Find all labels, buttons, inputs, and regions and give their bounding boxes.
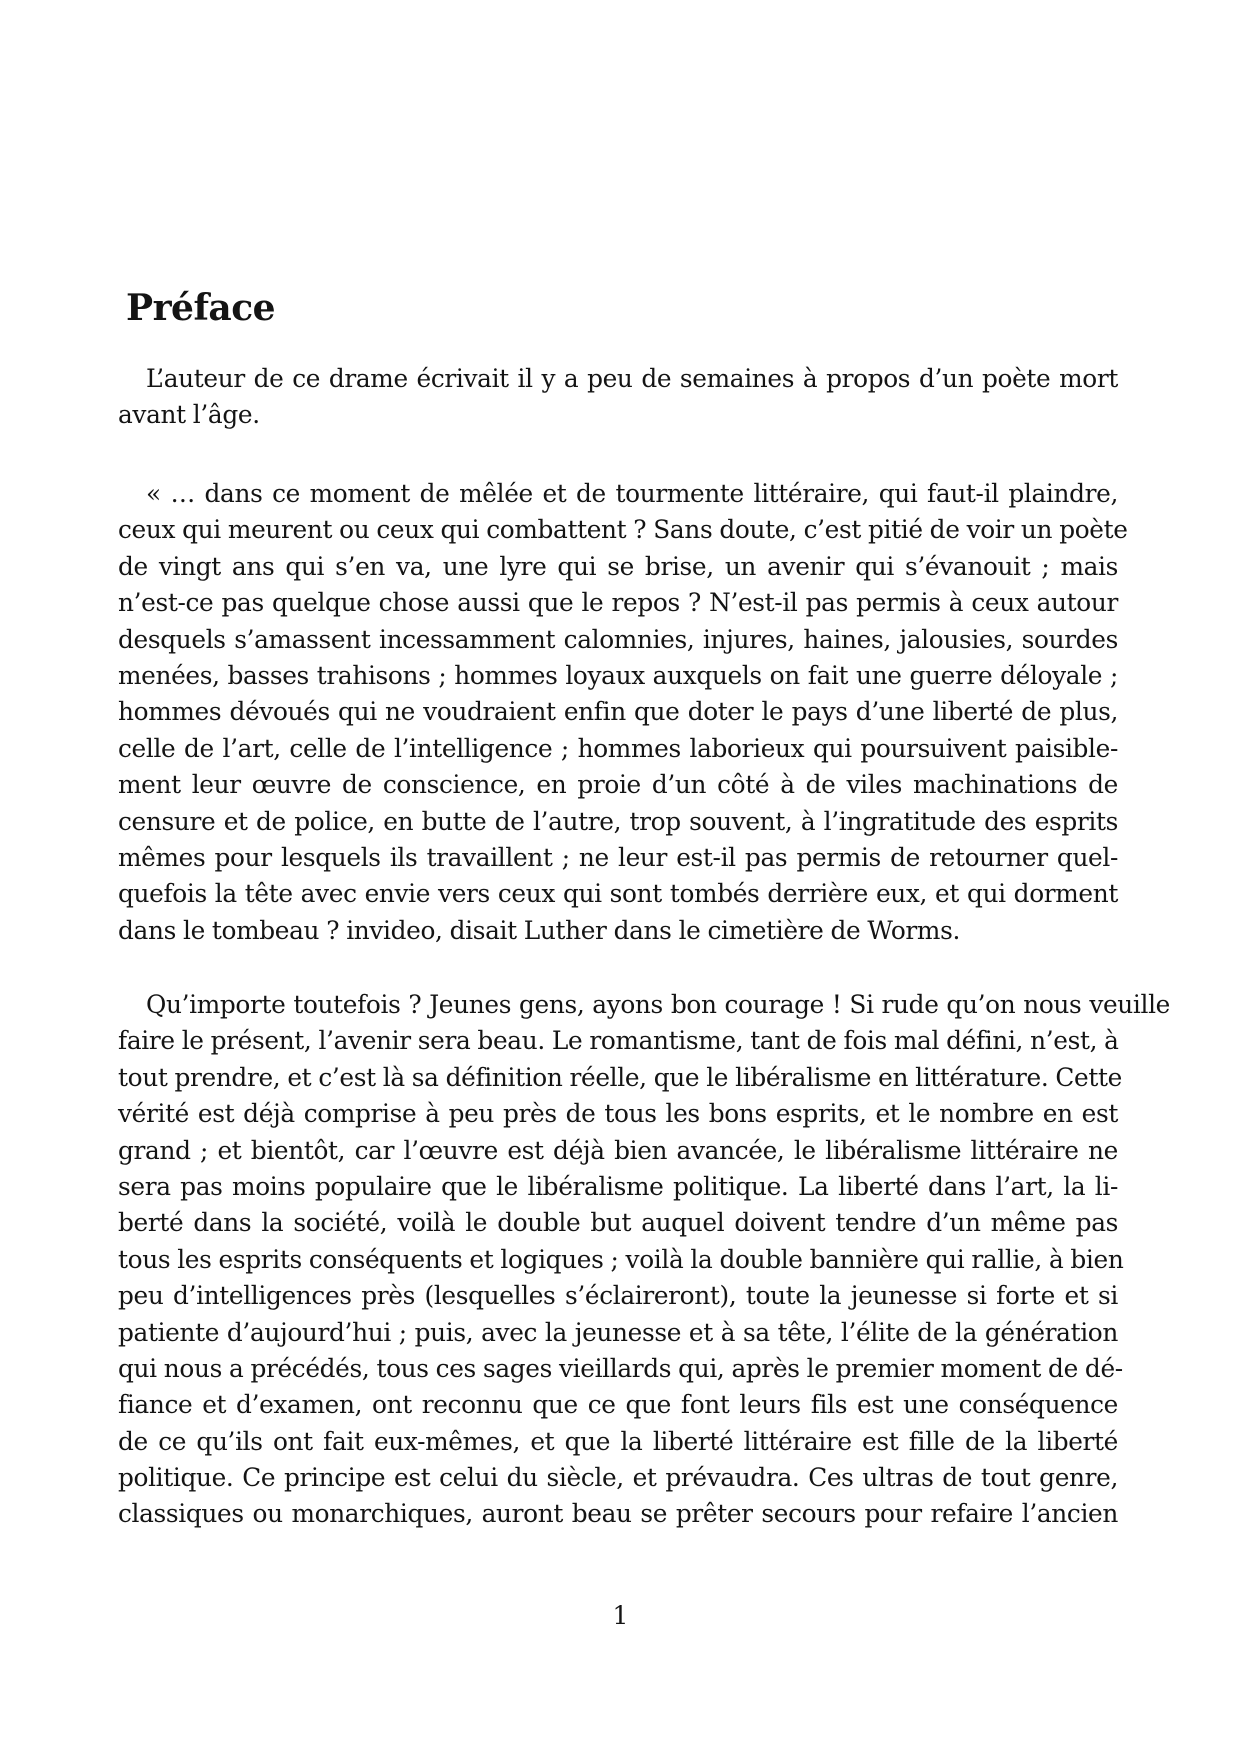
paragraph-body — [118, 987, 1170, 1533]
text-line: fiance et d’examen, ont reconnu que ce que font leurs fils est une conséquence — [118, 1390, 1118, 1420]
text-line: de vingt ans qui s’en va, une lyre qui se brise, un avenir qui s’évanouit ; mais — [118, 551, 1118, 581]
text-line: hommes dévoués qui ne voudraient enfin que doter le pays d’une liberté de plus, — [118, 697, 1118, 727]
text-line: qui nous a précédés, tous ces sages vieillards qui, après le premier moment de dé- — [118, 1353, 1123, 1383]
text-line: vérité est déjà comprise à peu près de tous les bons esprits, et le nombre en est — [118, 1099, 1118, 1129]
text-line: tout prendre, et c’est là sa définition réelle, que le libéralisme en littérature. Cette — [118, 1062, 1122, 1092]
text-line: « … dans ce moment de mêlée et de tourmente littéraire, qui faut-il plaindre, — [146, 479, 1118, 508]
text-line: avant l’âge. — [118, 400, 260, 430]
text-line: politique. Ce principe est celui du siècle, et prévaudra. Ces ultras de tout genre, — [118, 1463, 1118, 1493]
paragraph-quotation — [118, 476, 1128, 949]
text-line: L’auteur de ce drame écrivait il y a peu de semaines à propos d’un poète mort — [146, 364, 1118, 393]
text-line: celle de l’art, celle de l’intelligence ; hommes laborieux qui poursuivent paisible- — [118, 733, 1118, 763]
text-line: grand ; et bientôt, car l’œuvre est déjà bien avancée, le libéralisme littéraire ne — [118, 1135, 1118, 1165]
text-line: peu d’intelligences près (lesquelles s’éclaireront), toute la jeunesse si forte et si — [118, 1281, 1118, 1311]
page-number: 1 — [612, 1601, 629, 1630]
text-line: tous les esprits conséquents et logiques ; voilà la double bannière qui rallie, à bien — [118, 1244, 1124, 1274]
text-line: berté dans la société, voilà le double but auquel doivent tendre d’un même pas — [118, 1208, 1118, 1238]
text-line: de ce qu’ils ont fait eux-mêmes, et que la liberté littéraire est fille de la liberté — [118, 1426, 1118, 1456]
chapter-title: Préface — [126, 287, 276, 329]
text-line: faire le présent, l’avenir sera beau. Le romantisme, tant de fois mal défini, n’est, à — [118, 1026, 1119, 1056]
text-line: classiques ou monarchiques, auront beau se prêter secours pour refaire l’ancien — [118, 1499, 1118, 1529]
text-line: censure et de police, en butte de l’autre, trop souvent, à l’ingratitude des esprits — [118, 806, 1118, 836]
text-line: dans le tombeau ? invideo, disait Luther dans le cimetière de Worms. — [118, 915, 960, 945]
text-line: ment leur œuvre de conscience, en proie d’un côté à de viles machinations de — [118, 770, 1118, 800]
text-line: quefois la tête avec envie vers ceux qui sont tombés derrière eux, et qui dorment — [118, 879, 1118, 909]
text-line: Qu’importe toutefois ? Jeunes gens, ayons bon courage ! Si rude qu’on nous veuille — [146, 990, 1170, 1019]
text-line: menées, basses trahisons ; hommes loyaux auxquels on fait une guerre déloyale ; — [118, 660, 1118, 690]
paragraph-intro — [118, 361, 1118, 434]
text-line: ceux qui meurent ou ceux qui combattent ? Sans doute, c’est pitié de voir un poète — [118, 515, 1128, 545]
text-line: n’est-ce pas quelque chose aussi que le repos ? N’est-il pas permis à ceux autour — [118, 588, 1118, 618]
text-line: sera pas moins populaire que le libéralisme politique. La liberté dans l’art, la li- — [118, 1171, 1118, 1201]
text-line: mêmes pour lesquels ils travaillent ; ne leur est-il pas permis de retourner quel- — [118, 842, 1118, 872]
text-line: patiente d’aujourd’hui ; puis, avec la jeunesse et à sa tête, l’élite de la génération — [118, 1317, 1118, 1347]
text-line: desquels s’amassent incessamment calomnies, injures, haines, jalousies, sourdes — [118, 624, 1118, 654]
